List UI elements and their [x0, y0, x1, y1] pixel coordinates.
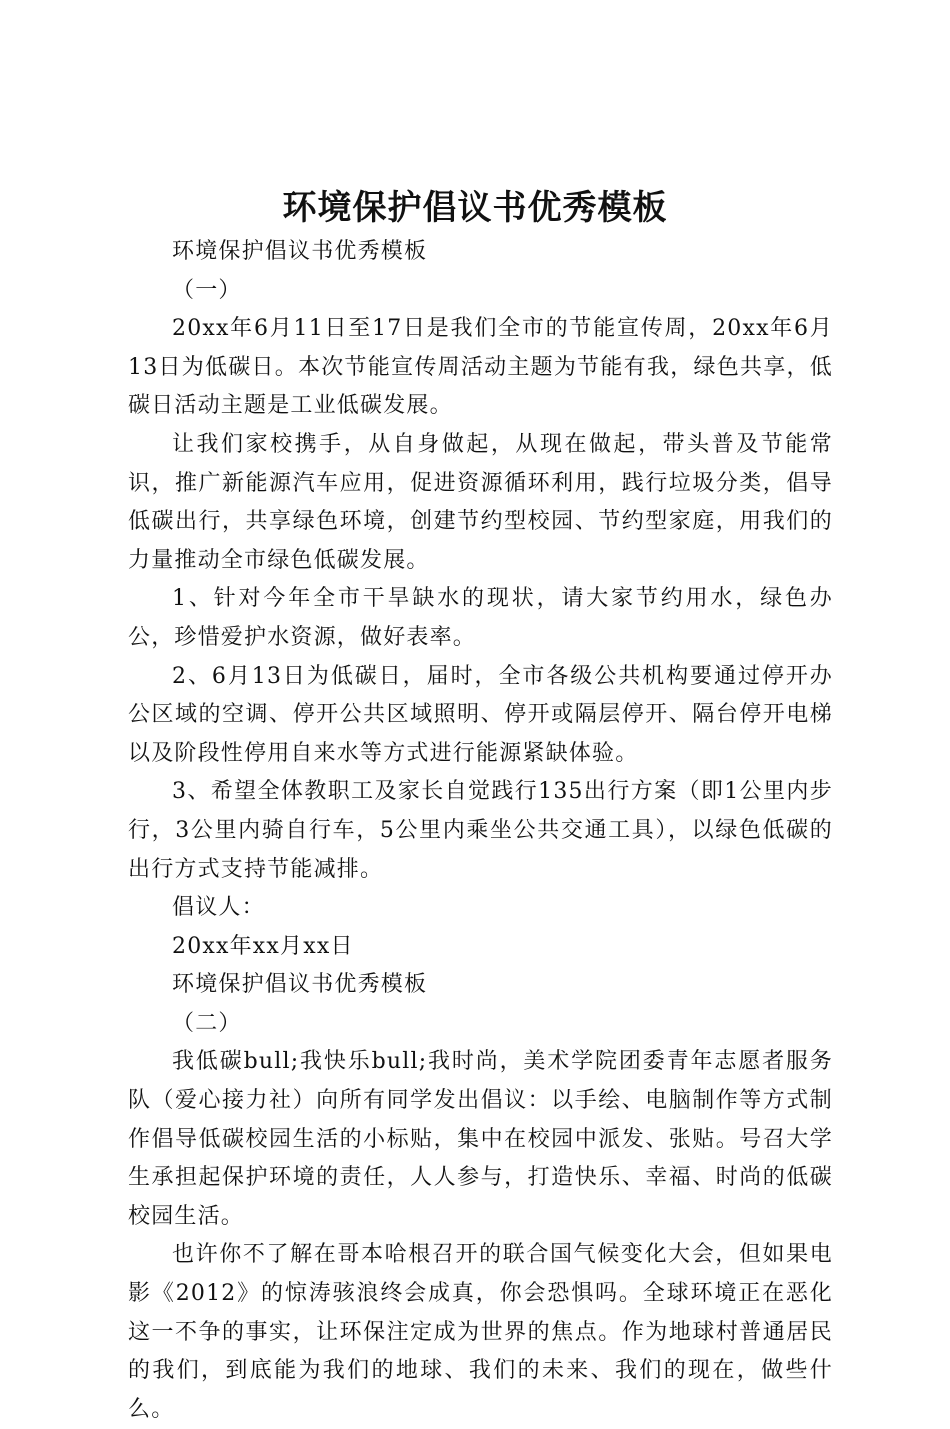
document-title: 环境保护倡议书优秀模板	[282, 188, 668, 228]
signature-label: 倡议人：	[172, 895, 265, 921]
paragraph-intro: 20xx年6月11日至17日是我们全市的节能宣传周，20xx年6月13日为低碳日。本次节能宣传周活动主题为节能有我，绿色共享，低碳日活动主题是工业低碳发展。	[128, 316, 833, 419]
paragraph-low-carbon: 我低碳bull;我快乐bull;我时尚，美术学院团委青年志愿者服务队（爱心接力社）向所有同学发出倡议：以手绘、电脑制作等方式制作倡导低碳校园生活的小标贴，集中在校园中派发、张贴。号召大学生承担起保护环境的责任，人人参与，打造快乐、幸福、时尚的低碳校园生活。	[128, 1049, 833, 1229]
paragraph-climate: 也许你不了解在哥本哈根召开的联合国气候变化大会，但如果电影《2012》的惊涛骇浪终会成真，你会恐惧吗。全球环境正在恶化这一不争的事实，让环保注定成为世界的焦点。作为地球村普通居民的我们，到底能为我们的地球、我们的未来、我们的现在，做些什么。	[128, 1242, 833, 1422]
paragraph-item-2: 2、6月13日为低碳日，届时，全市各级公共机构要通过停开办公区域的空调、停开公共区域照明、停开或隔层停开、隔台停开电梯以及阶段性停用自来水等方式进行能源紧缺体验。	[128, 663, 833, 766]
subtitle-one: 环境保护倡议书优秀模板	[172, 239, 428, 264]
section-marker-one: （一）	[172, 277, 242, 303]
paragraph-call: 让我们家校携手，从自身做起，从现在做起，带头普及节能常识，推广新能源汽车应用，促进资源循环利用，践行垃圾分类，倡导低碳出行，共享绿色环境，创建节约型校园、节约型家庭，用我们的力量推动全市绿色低碳发展。	[128, 431, 833, 573]
signature-date: 20xx年xx月xx日	[172, 933, 354, 959]
subtitle-two: 环境保护倡议书优秀模板	[172, 972, 428, 998]
document-body	[128, 233, 833, 1429]
section-marker-two: （二）	[172, 1010, 242, 1036]
paragraph-item-3: 3、希望全体教职工及家长自觉践行135出行方案（即1公里内步行，3公里内骑自行车，5公里内乘坐公共交通工具），以绿色低碳的出行方式支持节能减排。	[128, 779, 833, 882]
paragraph-item-1: 1、针对今年全市干旱缺水的现状，请大家节约用水，绿色办公，珍惜爱护水资源，做好表率。	[128, 586, 833, 650]
